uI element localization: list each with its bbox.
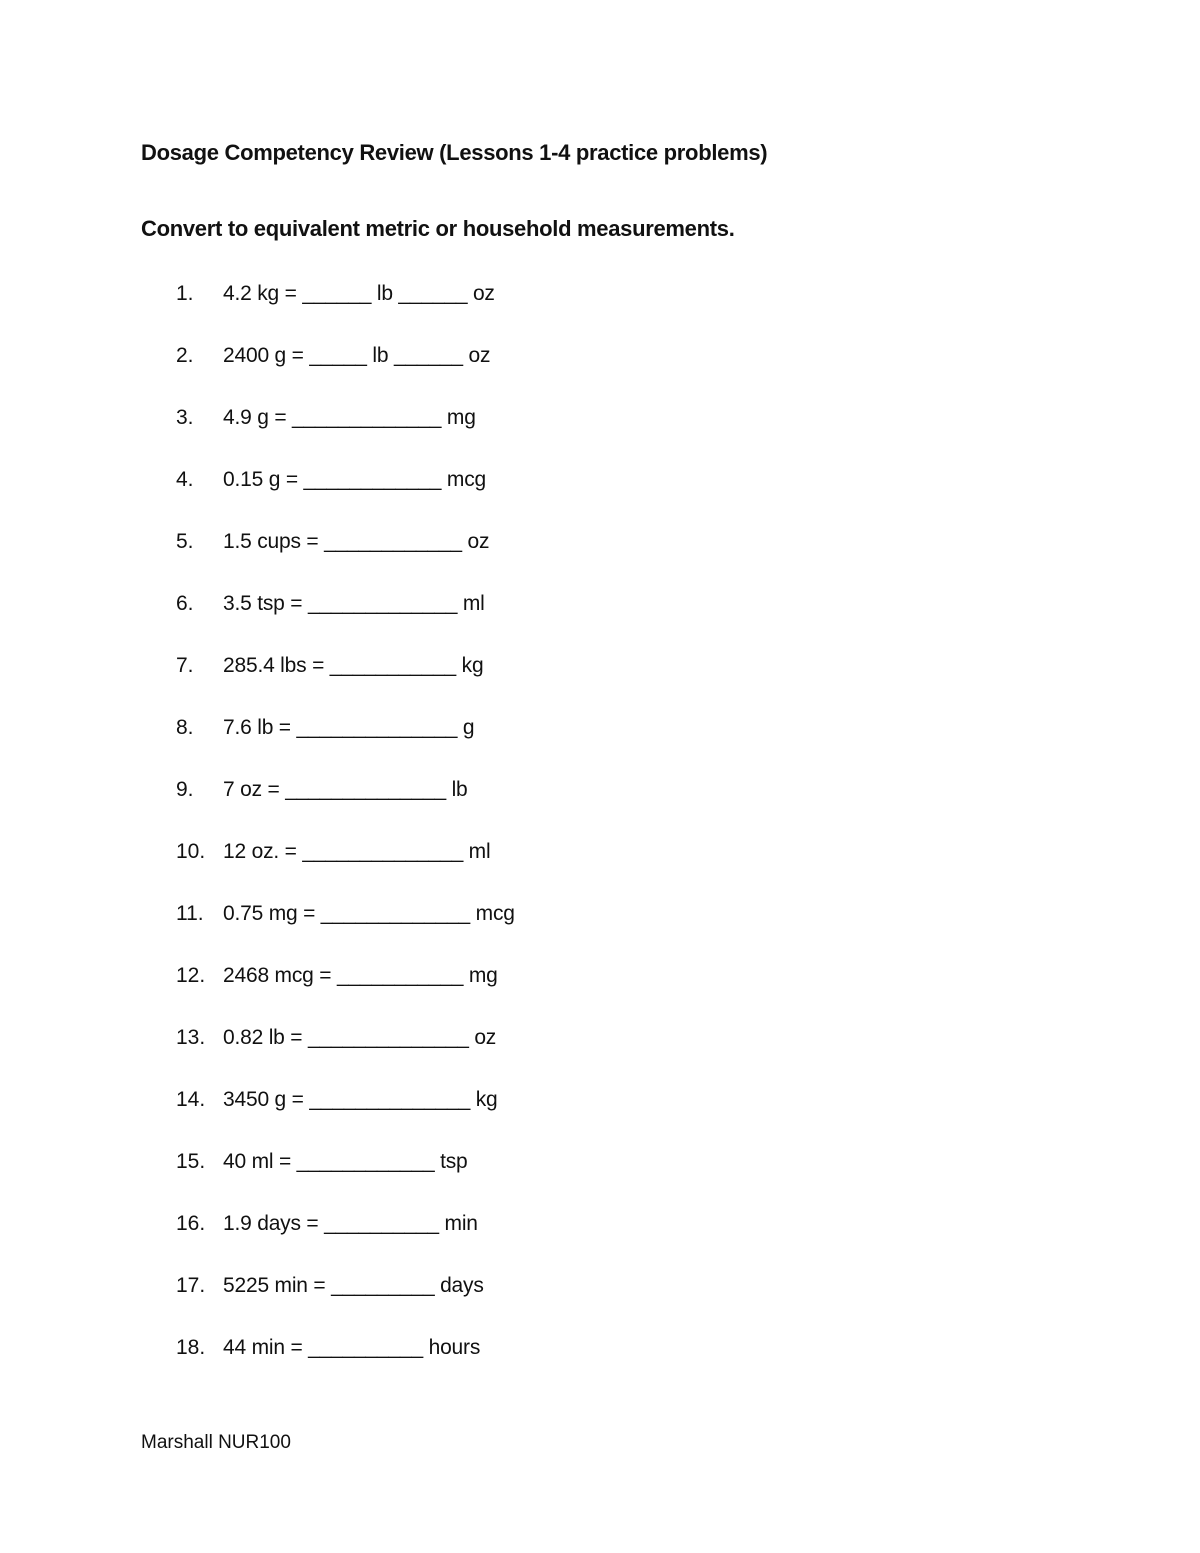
instructions-heading: Convert to equivalent metric or household measurements.: [141, 216, 735, 241]
problem-text: 7 oz = ______________ lb: [223, 778, 468, 801]
problem-number: 6.: [176, 592, 194, 615]
problem-item: [0, 838, 1200, 900]
problem-item: [0, 528, 1200, 590]
problem-item: [0, 1210, 1200, 1272]
problem-text: 40 ml = ____________ tsp: [223, 1150, 468, 1173]
problem-number: 16.: [176, 1212, 206, 1235]
problem-item: [0, 1086, 1200, 1148]
problem-number: 14.: [176, 1088, 206, 1111]
problem-item: [0, 714, 1200, 776]
problem-list: [0, 280, 1200, 1396]
problem-item: [0, 342, 1200, 404]
problem-number: 8.: [176, 716, 194, 739]
document-footer: Marshall NUR100: [141, 1432, 291, 1453]
problem-number: 7.: [176, 654, 194, 677]
problem-text: 0.82 lb = ______________ oz: [223, 1026, 497, 1049]
problem-number: 3.: [176, 406, 194, 429]
problem-item: [0, 652, 1200, 714]
problem-text: 4.9 g = _____________ mg: [223, 406, 476, 429]
problem-number: 13.: [176, 1026, 206, 1049]
problem-item: [0, 280, 1200, 342]
problem-text: 1.9 days = __________ min: [223, 1212, 478, 1235]
problem-item: [0, 1272, 1200, 1334]
problem-item: [0, 900, 1200, 962]
problem-text: 3450 g = ______________ kg: [223, 1088, 498, 1111]
problem-number: 10.: [176, 840, 206, 863]
problem-text: 1.5 cups = ____________ oz: [223, 530, 490, 553]
problem-number: 15.: [176, 1150, 206, 1173]
problem-text: 7.6 lb = ______________ g: [223, 716, 475, 739]
problem-number: 17.: [176, 1274, 206, 1297]
problem-number: 4.: [176, 468, 194, 491]
problem-number: 5.: [176, 530, 194, 553]
problem-text: 2468 mcg = ___________ mg: [223, 964, 498, 987]
problem-text: 5225 min = _________ days: [223, 1274, 484, 1297]
problem-item: [0, 1334, 1200, 1396]
problem-item: [0, 590, 1200, 652]
problem-text: 285.4 lbs = ___________ kg: [223, 654, 484, 677]
problem-number: 11.: [176, 902, 204, 925]
problem-text: 12 oz. = ______________ ml: [223, 840, 491, 863]
problem-item: [0, 404, 1200, 466]
problem-item: [0, 1148, 1200, 1210]
problem-item: [0, 776, 1200, 838]
problem-number: 18.: [176, 1336, 206, 1359]
problem-item: [0, 1024, 1200, 1086]
problem-text: 44 min = __________ hours: [223, 1336, 481, 1359]
problem-number: 9.: [176, 778, 194, 801]
problem-number: 1.: [176, 282, 194, 305]
problem-number: 2.: [176, 344, 194, 367]
problem-text: 3.5 tsp = _____________ ml: [223, 592, 485, 615]
problem-number: 12.: [176, 964, 206, 987]
problem-item: [0, 466, 1200, 528]
problem-text: 0.75 mg = _____________ mcg: [223, 902, 515, 925]
problem-text: 2400 g = _____ lb ______ oz: [223, 344, 491, 367]
problem-item: [0, 962, 1200, 1024]
document-title: Dosage Competency Review (Lessons 1-4 practice problems): [141, 140, 768, 165]
problem-text: 0.15 g = ____________ mcg: [223, 468, 486, 491]
problem-text: 4.2 kg = ______ lb ______ oz: [223, 282, 495, 305]
